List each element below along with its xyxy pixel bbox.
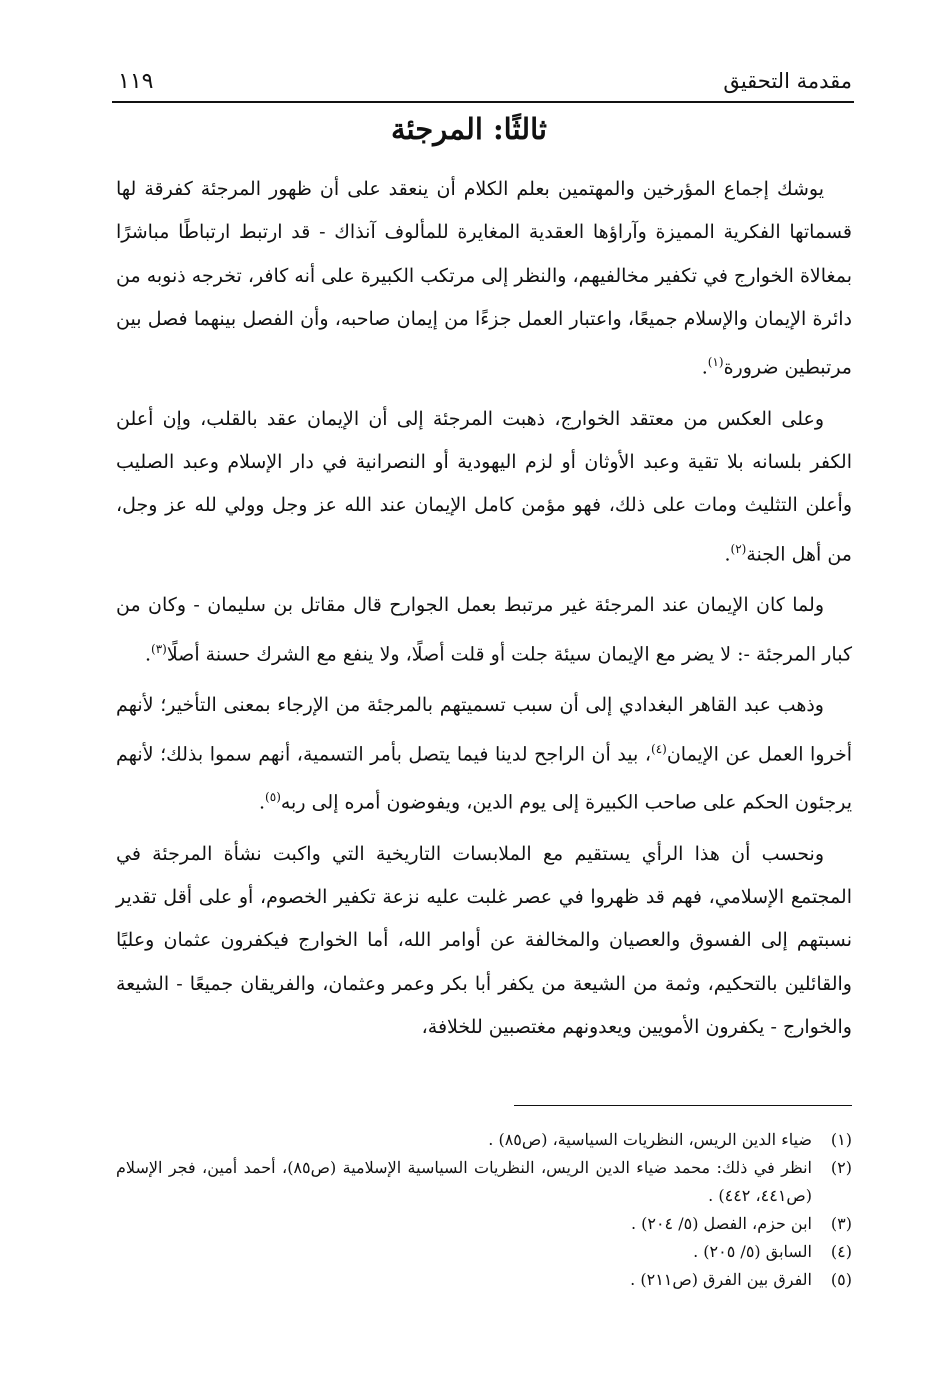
- footnote-ref: (١): [707, 355, 724, 370]
- footnote-item: [116, 1266, 852, 1294]
- paragraph-text: يوشك إجماع المؤرخين والمهتمين بعلم الكلام أن ينعقد على أن ظهور المرجئة كفرقة لها قسماتها الفكرية المميزة وآراؤها العقدية المغايرة للمألوف آنذاك - قد ارتبط ارتباطًا مباشرًا بمغالاة الخوارج في تكفير مخالفيهم، والنظر إلى مرتكب الكبيرة على أنه كافر، تخرجه ذنوبه من دائرة الإيمان والإسلام جميعًا، واعتبار العمل جزءًا من إيمان صاحبه، وأن الفصل بينهما فصل بين مرتبطين ضرورة: [116, 178, 852, 379]
- footnote-item: [116, 1210, 852, 1238]
- section-title: ثالثًا: المرجئة: [390, 112, 548, 146]
- footnote-number: (٢): [830, 1158, 852, 1177]
- footnote-ref: (٣): [151, 641, 167, 656]
- paragraph-text: وعلى العكس من معتقد الخوارج، ذهبت المرجئة إلى أن الإيمان عقد بالقلب، وإن أعلن الكفر بلسانه بلا تقية وعبد الأوثان أو لزم اليهودية أو النصرانية في دار الإسلام وعبد الصليب وأعلن التثليث ومات على ذلك، فهو مؤمن كامل الإيمان عند الله عز وجل وولي لله عز وجل، من أهل الجنة: [116, 407, 852, 566]
- paragraph: [116, 833, 852, 1049]
- paragraph: [116, 168, 852, 390]
- footnote-number: (٣): [830, 1214, 852, 1233]
- end-mark: .: [701, 356, 708, 379]
- footnote-ref: (٤): [651, 741, 667, 756]
- running-title: مقدمة التحقيق: [723, 69, 852, 93]
- page-header: [118, 62, 852, 100]
- footnote-text: الفرق بين الفرق (ص٢١١) .: [630, 1270, 812, 1289]
- footnote-item: [116, 1126, 852, 1154]
- footnote-text: السابق (٥/ ٢٠٥) .: [693, 1242, 812, 1261]
- page-number: ١١٩: [118, 68, 154, 94]
- paragraph-text: وذهب عبد القاهر البغدادي إلى أن سبب تسميتهم بالمرجئة من الإرجاء بمعنى التأخير؛ لأنهم أخروا العمل عن الإيمان: [116, 694, 852, 765]
- paragraph-text: بيد أن الراجح لدينا فيما يتصل بأمر التسمية، أنهم سموا بذلك؛ لأنهم يرجئون الحكم على صاحب الكبيرة إلى يوم الدين، ويفوضون أمره إلى ربه: [116, 742, 852, 814]
- footnote-number: (٥): [830, 1270, 852, 1289]
- body-text: [116, 168, 852, 1057]
- footnote-number: (٤): [830, 1242, 852, 1261]
- paragraph: وذهب عبد القاهر البغدادي إلى أن سبب تسميتهم بالمرجئة من الإرجاء بمعنى التأخير؛ لأنهم أخروا العمل عن الإيمان$^{(٤)}$، بيد أن الراجح لدينا فيما يتصل بأمر التسمية، أنهم سموا بذلك؛ لأنهم يرجئون الحكم على صاحب الكبيرة إلى يوم الدين، ويفوضون أمره إلى ربه$^{(٥)}$.: [116, 694, 852, 814]
- end-mark: .: [144, 642, 152, 665]
- end-mark: .: [259, 791, 266, 814]
- footnote-number: (١): [830, 1130, 852, 1149]
- paragraph-text: ولما كان الإيمان عند المرجئة غير مرتبط بعمل الجوارح قال مقاتل بن سليمان - وكان من كبار المرجئة -: لا يضر مع الإيمان سيئة جلت أو قلت أصلًا، ولا ينفع مع الشرك حسنة أصلًا: [116, 594, 852, 665]
- footnote-ref: (٥): [265, 790, 281, 805]
- footnote-text: انظر في ذلك: محمد ضياء الدين الريس، النظريات السياسية الإسلامية (ص٨٥)، أحمد أمين، فجر الإسلام (ص٤٤١، ٤٤٢) .: [116, 1158, 812, 1205]
- paragraph-text: ونحسب أن هذا الرأي يستقيم مع الملابسات التاريخية التي واكبت نشأة المرجئة في المجتمع الإسلامي، فهم قد ظهروا في عصر غلبت عليه نزعة تكفير الخصوم، أو على أقل تقدير نسبتهم إلى الفسوق والعصيان والمخالفة عن أوامر الله، أما الخوارج فيكفرون عثمان وعليًا والقائلين بالتحكيم، وثمة من الشيعة من يكفر أبا بكر وعمر وعثمان، والفريقان جميعًا - الشيعة والخوارج - يكفرون الأمويين ويعدونهم مغتصبين للخلافة،: [116, 842, 852, 1038]
- header-rule: [112, 101, 854, 103]
- footnotes: [116, 1126, 852, 1294]
- footnote-item: [116, 1238, 852, 1266]
- footnote-ref: (٢): [730, 541, 747, 556]
- footnote-text: ضياء الدين الريس، النظريات السياسية، (ص٨٥) .: [488, 1130, 812, 1149]
- footnote-item: [116, 1154, 852, 1210]
- paragraph: [116, 398, 852, 577]
- footnote-text: ابن حزم، الفصل (٥/ ٢٠٤) .: [630, 1214, 812, 1233]
- footnote-rule: [514, 1105, 852, 1106]
- end-mark: .: [724, 543, 731, 566]
- paragraph: [116, 584, 852, 676]
